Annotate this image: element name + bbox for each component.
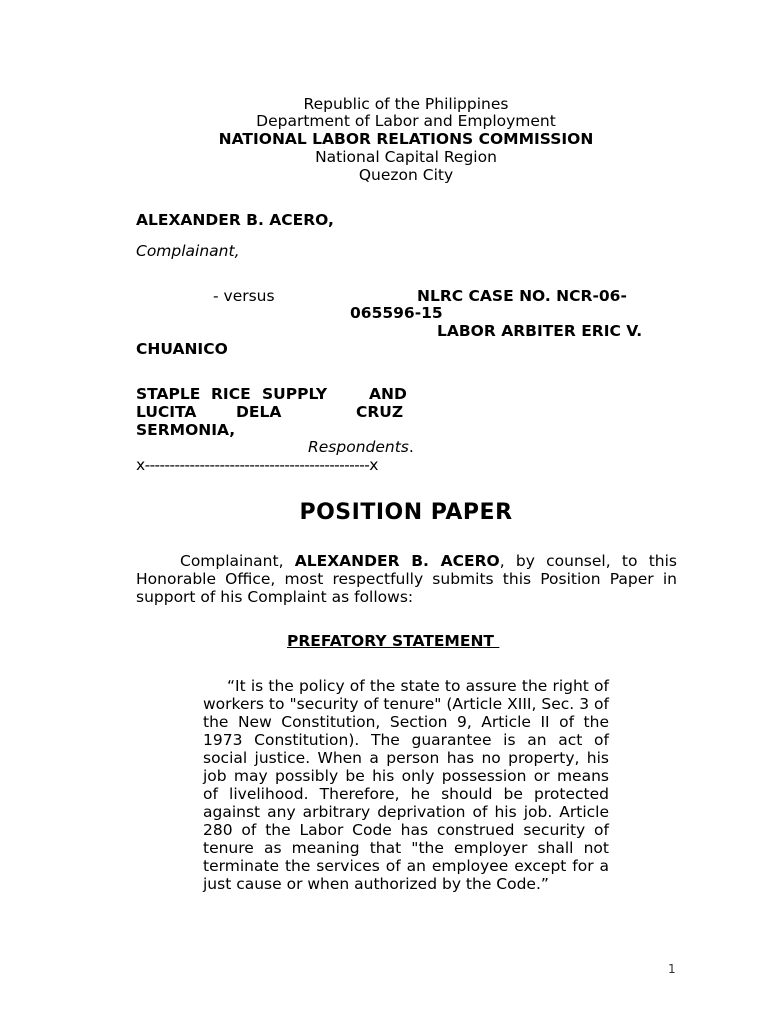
respondents-label: Respondents. (308, 438, 414, 456)
page-number: 1 (668, 962, 676, 976)
header-republic: Republic of the Philippines (303, 95, 509, 113)
respondent-word: LUCITA (136, 403, 197, 421)
respondent-word: CRUZ (356, 403, 404, 421)
header-commission: NATIONAL LABOR RELATIONS COMMISSION (218, 130, 594, 148)
intro-complainant-name: ALEXANDER B. ACERO (294, 552, 500, 570)
prefatory-quote (203, 677, 609, 893)
versus-label: - versus (213, 287, 275, 305)
respondent-word: RICE (211, 385, 251, 403)
intro-rest: , by counsel, to this Honorable Office, most respectfully submits this Position Paper in support of his Complaint as follows: (136, 552, 677, 606)
header-city: Quezon City (358, 166, 454, 184)
prefatory-quote-text: “It is the policy of the state to assure the right of workers to "security of tenure" (Article XIII, Sec. 3 of the New Constitution, Section 9, Article II of the 1973 Constitution). The guarantee is an act of social justice. When a person has no property, his job may possibly be his only possession or means of livelihood. Therefore, he should be protected against any arbitrary deprivation of his job. Article 280 of the Labor Code has construed security of tenure as meaning that "the employer shall not terminate the services of an employee except for a just cause or when authorized by the Code.” (203, 677, 609, 893)
labor-arbiter-line1: LABOR ARBITER ERIC V. (437, 322, 643, 340)
respondent-word: DELA (236, 403, 282, 421)
page-title: POSITION PAPER (299, 500, 513, 525)
labor-arbiter-line2: CHUANICO (136, 340, 228, 358)
respondent-word: SERMONIA, (136, 421, 236, 439)
complainant-name: ALEXANDER B. ACERO, (136, 211, 334, 229)
caption-separator: x---------------------------------------------x (136, 456, 378, 474)
intro-paragraph (136, 552, 677, 606)
case-number-line2: 065596-15 (350, 304, 443, 322)
respondent-word: STAPLE (136, 385, 201, 403)
header-region: National Capital Region (315, 148, 497, 166)
respondents-label-text: Respondents (308, 438, 409, 456)
intro-prefix: Complainant, (180, 552, 295, 570)
respondent-word: SUPPLY (262, 385, 328, 403)
complainant-label: Complainant, (136, 242, 240, 260)
header-department: Department of Labor and Employment (256, 112, 556, 130)
section-heading-prefatory: PREFATORY STATEMENT (287, 632, 500, 650)
case-number-line1: NLRC CASE NO. NCR-06- (417, 287, 627, 305)
respondent-word: AND (369, 385, 407, 403)
